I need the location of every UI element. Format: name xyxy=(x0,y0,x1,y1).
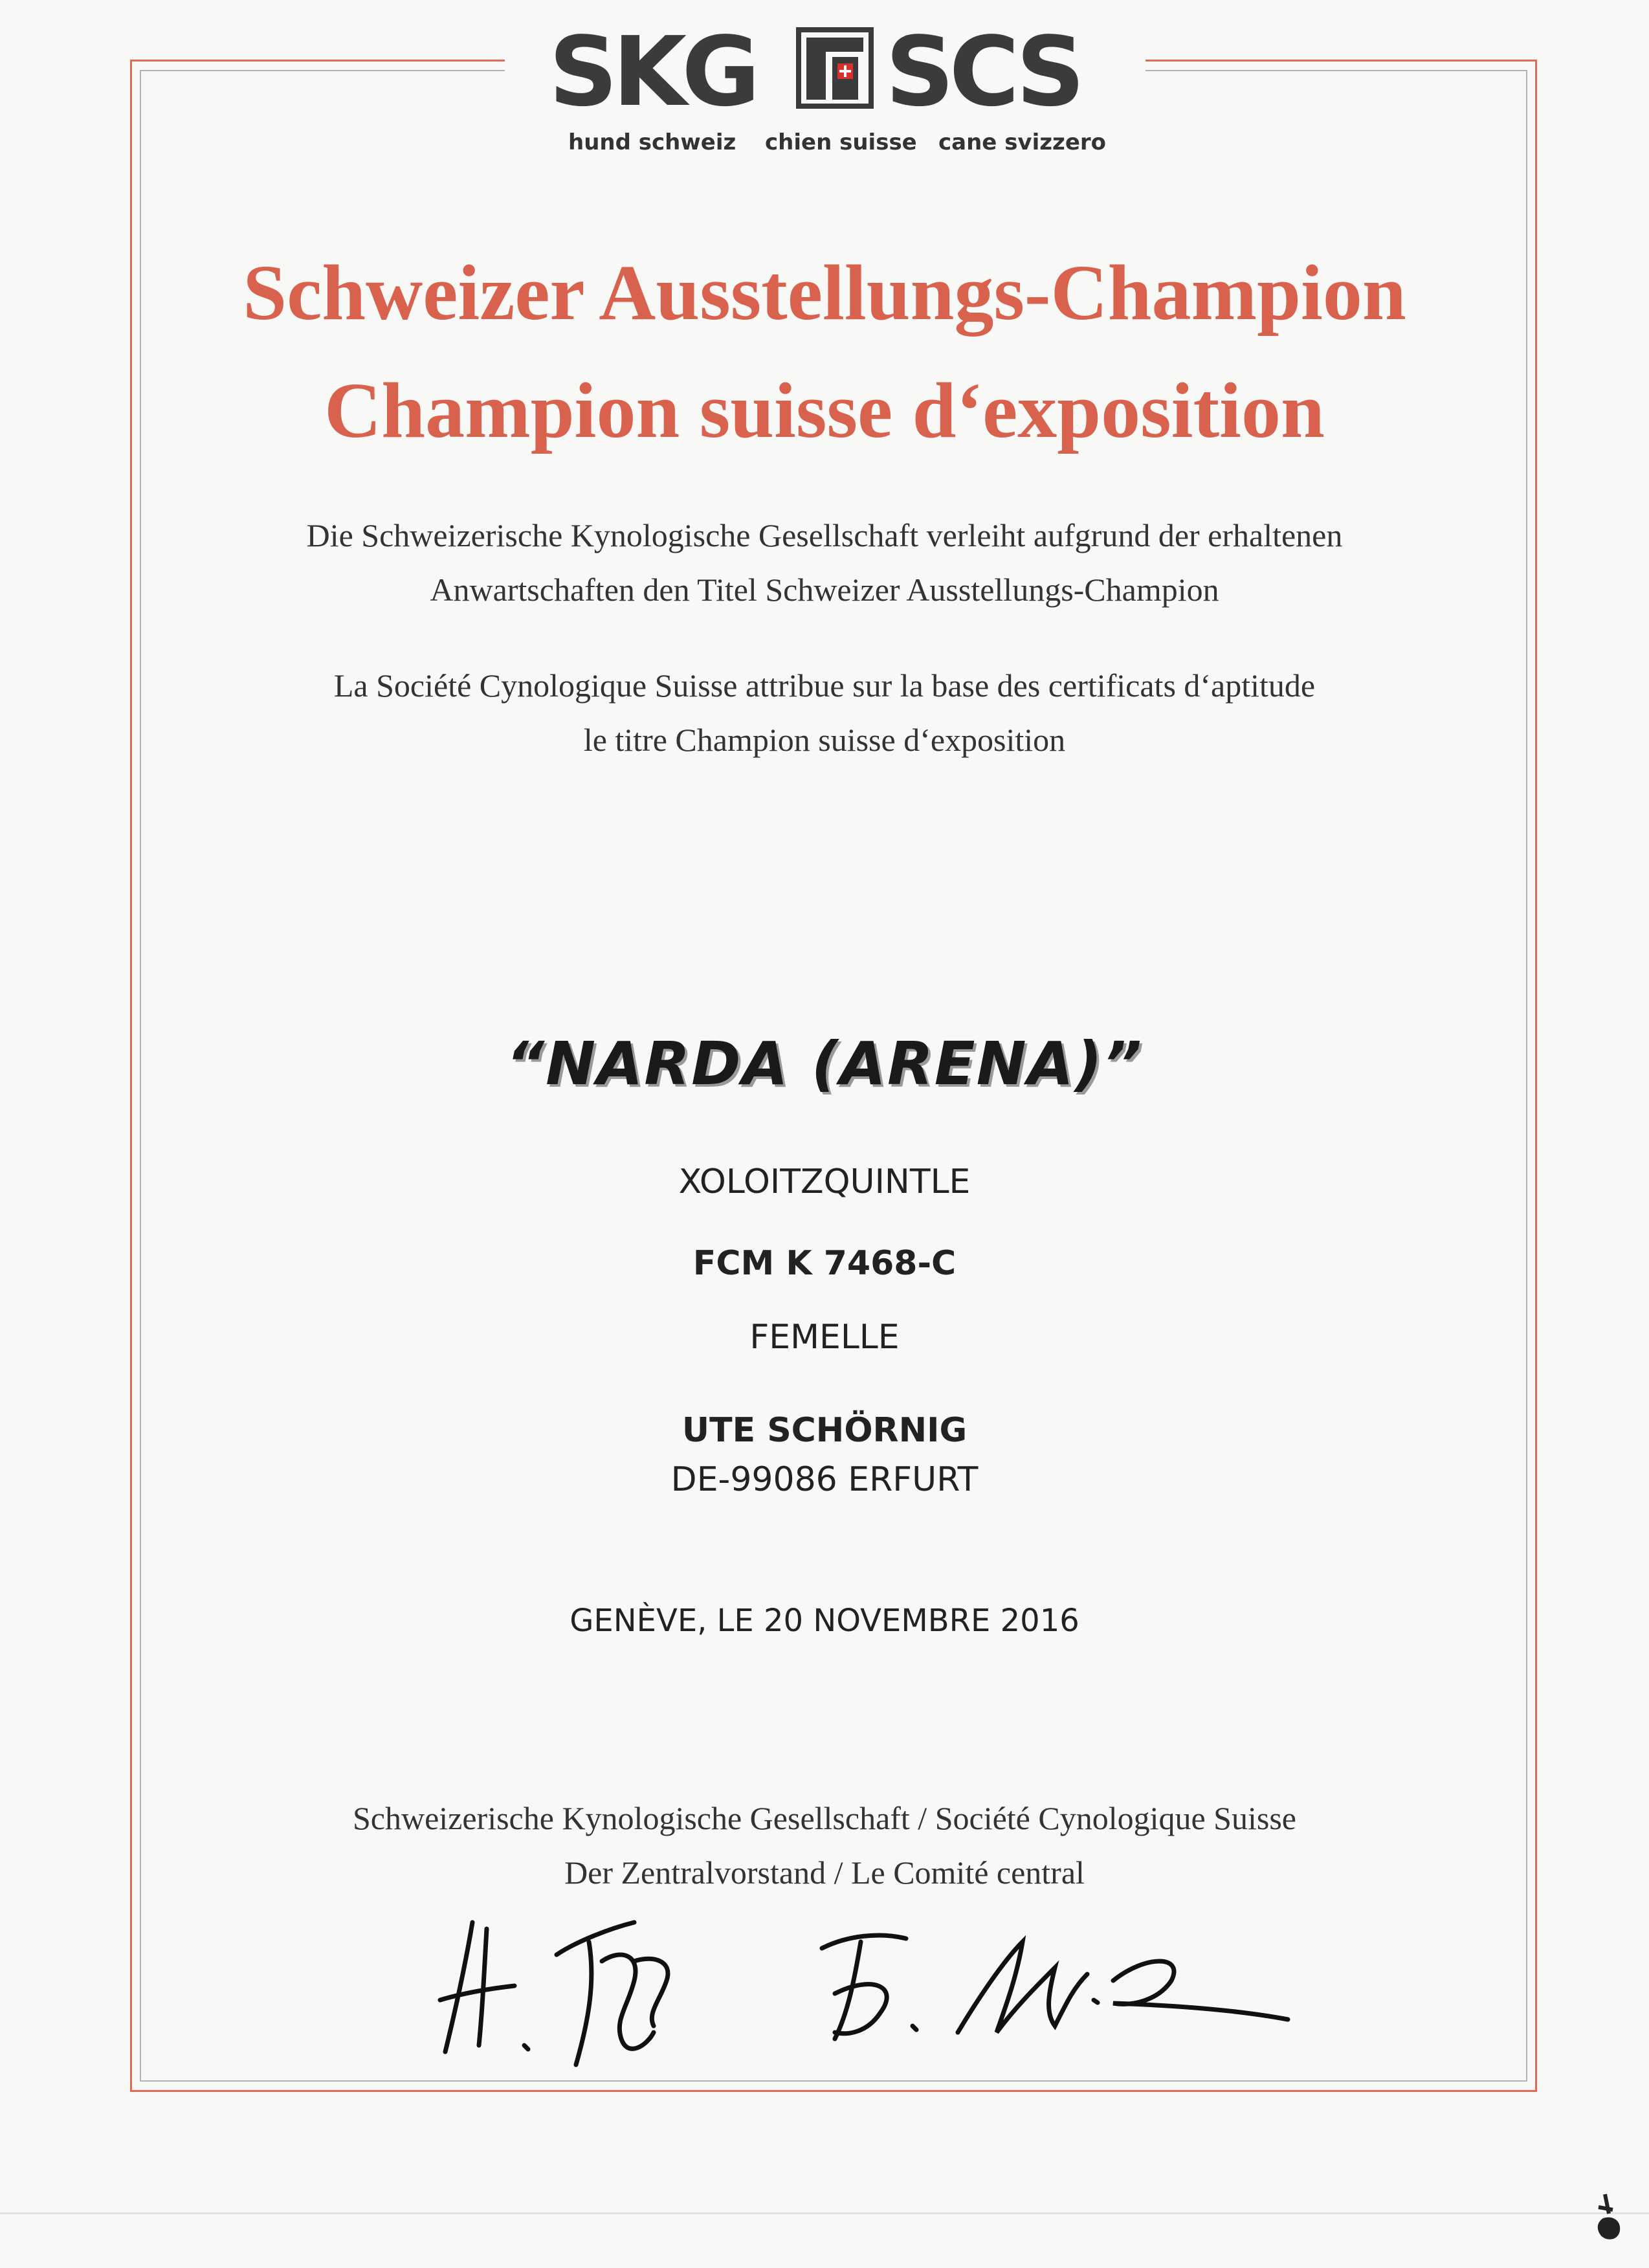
swiss-house-emblem-icon xyxy=(796,27,874,109)
logo-left-text: SKG xyxy=(549,18,755,115)
footer-committee: Der Zentralvorstand / Le Comité central xyxy=(564,1854,1085,1891)
intro-de-line1: Die Schweizerische Kynologische Gesellschaft verleiht aufgrund der erhaltenen xyxy=(306,517,1343,553)
dog-name: “NARDA (ARENA)” xyxy=(505,1029,1144,1098)
dog-sex: FEMELLE xyxy=(749,1318,900,1357)
dog-breed: XOLOITZQUINTLE xyxy=(678,1162,971,1201)
signature-right xyxy=(809,1929,1301,2045)
skg-scs-logo xyxy=(549,18,1112,155)
logo-mark xyxy=(549,18,1112,115)
ink-spot xyxy=(1579,2188,1637,2246)
title-fr: Champion suisse d‘exposition xyxy=(324,367,1325,454)
intro-fr-line2: le titre Champion suisse d‘exposition xyxy=(583,722,1066,758)
logo-sub-it: cane svizzero xyxy=(938,129,1107,155)
signature-left xyxy=(427,1916,725,2071)
title-de: Schweizer Ausstellungs-Champion xyxy=(243,249,1406,337)
logo-sub-fr: chien suisse xyxy=(765,129,917,155)
place-date: GENÈVE, LE 20 NOVEMBRE 2016 xyxy=(570,1603,1079,1639)
owner-address: DE-99086 ERFURT xyxy=(670,1460,979,1499)
intro-de-line2: Anwartschaften den Titel Schweizer Ausstellungs-Champion xyxy=(430,572,1219,608)
owner-name: UTE SCHÖRNIG xyxy=(681,1411,968,1450)
logo-right-text: SCS xyxy=(885,18,1080,115)
dog-registration: FCM K 7468-C xyxy=(692,1244,957,1283)
scan-edge-line xyxy=(0,2212,1649,2214)
intro-fr-line1: La Société Cynologique Suisse attribue sur la base des certificats d‘aptitude xyxy=(333,667,1316,704)
logo-sub-de: hund schweiz xyxy=(568,129,736,155)
footer-org: Schweizerische Kynologische Gesellschaft / Société Cynologique Suisse xyxy=(352,1800,1296,1836)
